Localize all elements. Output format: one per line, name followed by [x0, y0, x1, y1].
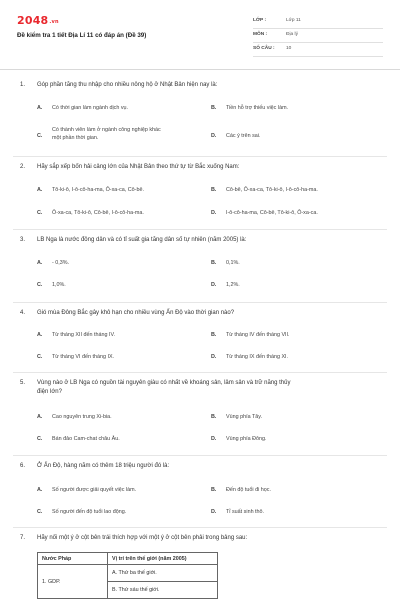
question-6-text: 6. Ở Ấn Độ, hàng năm có thêm 18 triệu người đó là: — [20, 463, 170, 469]
matching-table — [37, 552, 218, 599]
site-logo[interactable]: 2048.vn — [17, 14, 59, 27]
table-cell-right: A. Thứ ba thế giới. — [108, 565, 218, 582]
table-header-cell: Vị trí trên thế giới (năm 2005) — [108, 553, 218, 565]
divider — [13, 302, 387, 303]
question-1-text: 1. Góp phần tăng thu nhập cho nhiều nông hộ ở Nhật Bản hiện nay là: — [20, 82, 218, 88]
option-1c[interactable]: C. Có thành viên làm ở ngành công nghiệp khác một phần thời gian. — [37, 127, 161, 141]
table-header-cell: Nước Pháp — [38, 553, 108, 565]
table-row — [38, 565, 218, 582]
question-3-text: 3. LB Nga là nước đông dân và có tỉ suất gia tăng dân số tự nhiên (năm 2005) là: — [20, 237, 247, 243]
divider — [13, 229, 387, 230]
meta-value: 10 — [286, 46, 292, 51]
meta-label: LỚP : — [253, 18, 267, 23]
divider — [13, 527, 387, 528]
meta-value: Lớp 11 — [286, 18, 301, 23]
question-7-text: 7. Hãy nối một ý ở cột bên trái thích hợp với một ý ở cột bên phải trong bảng sau: — [20, 535, 248, 541]
table-header-row — [38, 553, 218, 565]
meta-count-row — [253, 43, 383, 57]
meta-subject-row — [253, 29, 383, 43]
table-cell-right: B. Thứ sáu thế giới. — [108, 582, 218, 599]
divider — [13, 372, 387, 373]
meta-class-row — [253, 15, 383, 29]
question-5-text: 5. Vùng nào ở LB Nga có nguồn tài nguyên giàu có nhất về khoáng sản, lâm sản và trữ năng thủy điện lớn? — [20, 380, 291, 395]
meta-label: SỐ CÂU : — [253, 46, 275, 51]
exam-header — [0, 0, 400, 70]
meta-label: MÔN : — [253, 32, 268, 37]
divider — [13, 156, 387, 157]
divider — [13, 455, 387, 456]
question-2-text: 2. Hãy sắp xếp bốn hải cảng lớn của Nhật Bản theo thứ tự từ Bắc xuống Nam: — [20, 164, 240, 170]
table-cell-left: 1. GDP. — [38, 565, 108, 599]
question-4-text: 4. Gió mùa Đông Bắc gây khô hạn cho nhiều vùng Ấn Độ vào thời gian nào? — [20, 310, 235, 316]
exam-title: Đề kiểm tra 1 tiết Địa Lí 11 có đáp án (Đề 39) — [17, 32, 147, 39]
meta-value: Địa lý — [286, 32, 298, 37]
